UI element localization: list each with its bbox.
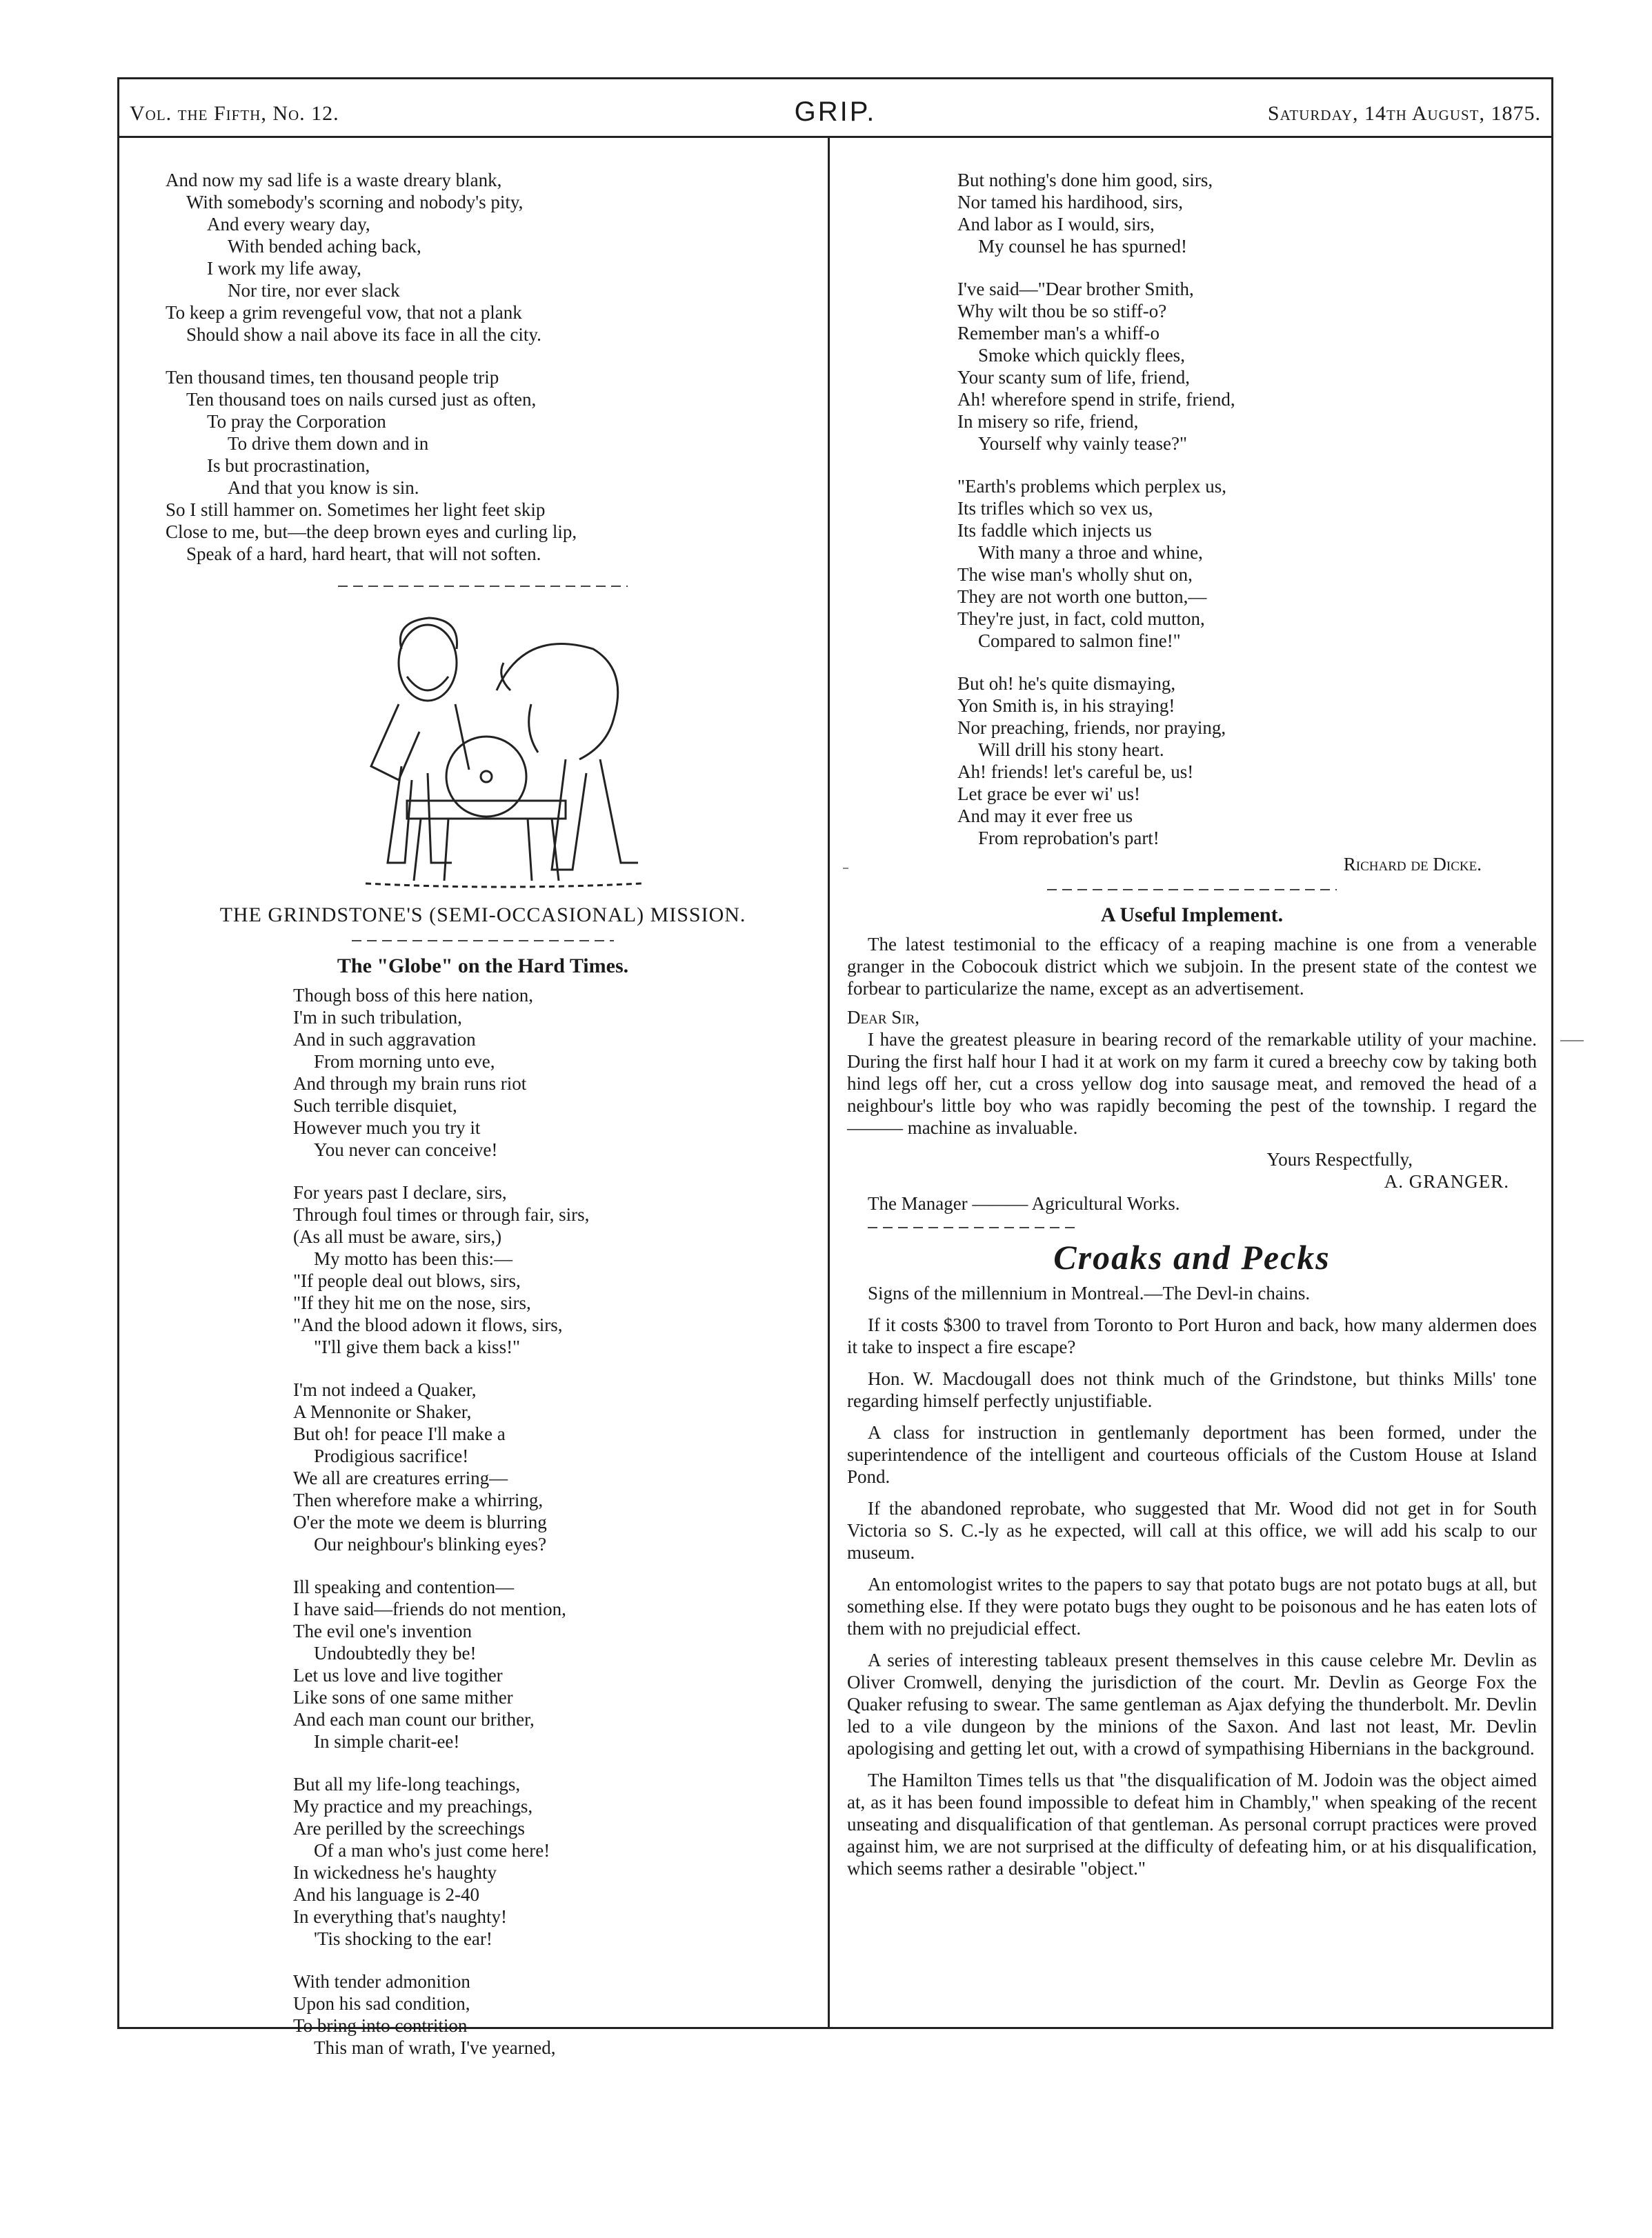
poem-line: My counsel he has spurned!	[978, 236, 1187, 257]
poem-line: Its trifles which so vex us,	[957, 498, 1153, 519]
poem-line: From reprobation's part!	[978, 828, 1160, 848]
poem-line: With somebody's scorning and nobody's pity,	[186, 192, 524, 212]
poem-line: The evil one's invention	[293, 1621, 472, 1641]
poem-line: And now my sad life is a waste dreary blank,	[166, 170, 502, 190]
poem-stanza	[957, 672, 1537, 849]
globe-poem	[166, 984, 800, 2059]
poem-stanza	[293, 984, 800, 1161]
poem-line: Will drill his stony heart.	[978, 739, 1164, 760]
section-divider	[338, 586, 628, 587]
poem-line: And his language is 2-40	[293, 1884, 479, 1905]
poem-line: For years past I declare, sirs,	[293, 1182, 507, 1203]
poem-line: And through my brain runs riot	[293, 1073, 527, 1094]
poem-stanza	[293, 1773, 800, 1950]
poem-line: My practice and my preachings,	[293, 1796, 533, 1817]
poem-line: Ill speaking and contention—	[293, 1577, 515, 1597]
poem-stanza	[293, 1970, 800, 2059]
section-title: Croaks and Pecks	[1053, 1238, 1331, 1277]
poem-line: "I'll give them back a kiss!"	[314, 1337, 521, 1357]
poem-stanza	[293, 1379, 800, 1555]
poem-line: With many a throe and whine,	[978, 542, 1203, 563]
section-divider	[1047, 889, 1337, 890]
cartoon-caption: THE GRINDSTONE'S (SEMI-OCCASIONAL) MISSION.	[219, 903, 746, 926]
poem-line: My motto has been this:—	[314, 1248, 512, 1269]
poem-line: Though boss of this here nation,	[293, 985, 533, 1006]
poem-line: Ten thousand times, ten thousand people trip	[166, 367, 499, 388]
letter-address: The Manager ——— Agricultural Works.	[868, 1193, 1180, 1214]
poem-line: "If people deal out blows, sirs,	[293, 1270, 521, 1291]
poem-line: And in such aggravation	[293, 1029, 476, 1050]
letter-signature: A. GRANGER.	[1384, 1171, 1509, 1192]
croak-item: A series of interesting tableaux present themselves in this cause celebre Mr. Devlin as Oliver Cromwell, denying the jurisdiction of the court. Mr. Devlin as George Fox the Quaker refusing to swear. The same gentleman as Ajax defying the thunderbolt. Mr. Devlin led to a vile dungeon by the minions of the Saxon. And last not least, Mr. Devlin apologising and getting let out, with a crowd of sympathising Hibernians in the background.	[847, 1650, 1537, 1759]
poem-line: O'er the mote we deem is blurring	[293, 1512, 547, 1532]
poem-line: "Earth's problems which perplex us,	[957, 476, 1227, 497]
poem-line: With bended aching back,	[228, 236, 421, 257]
croak-item: A class for instruction in gentlemanly deportment has been formed, under the superintendence of the intelligent and courteous officials of the Custom House at Island Pond.	[847, 1422, 1537, 1487]
poem-line: Nor tamed his hardihood, sirs,	[957, 192, 1183, 212]
poem-line: I work my life away,	[207, 258, 361, 279]
poem-line: I have said—friends do not mention,	[293, 1599, 566, 1619]
poem-line: Then wherefore make a whirring,	[293, 1490, 544, 1510]
section-divider	[868, 1227, 1075, 1228]
poem-stanza	[957, 169, 1537, 257]
poem-line: Its faddle which injects us	[957, 520, 1152, 541]
masthead	[117, 77, 1553, 138]
column-divider	[828, 138, 830, 2029]
poem-line: We all are creatures erring—	[293, 1468, 508, 1488]
poem-line: Compared to salmon fine!"	[978, 630, 1181, 651]
right-column	[847, 169, 1537, 1889]
poem-stanza	[957, 278, 1537, 454]
poem-line: But oh! he's quite dismaying,	[957, 673, 1176, 694]
poem-line: Nor tire, nor ever slack	[228, 280, 400, 301]
poem-line: Undoubtedly they be!	[314, 1643, 477, 1663]
poem-line: Remember man's a whiff-o	[957, 323, 1160, 343]
left-column	[166, 169, 800, 2079]
issue-date: Saturday, 14th August, 1875.	[1267, 102, 1541, 125]
poem-line: Speak of a hard, hard heart, that will not soften.	[186, 543, 541, 564]
letter-closing: Yours Respectfully,	[1266, 1149, 1413, 1170]
poem-line: However much you try it	[293, 1117, 481, 1138]
poem-line: Nor preaching, friends, nor praying,	[957, 717, 1226, 738]
poem-line: Like sons of one same mither	[293, 1687, 513, 1708]
poem-line: I'm not indeed a Quaker,	[293, 1379, 477, 1400]
poem-line: To keep a grim revengeful vow, that not a plank	[166, 302, 522, 323]
poem-line: A Mennonite or Shaker,	[293, 1401, 472, 1422]
poem-line: And that you know is sin.	[228, 477, 419, 498]
poem-line: Upon his sad condition,	[293, 1993, 470, 2014]
poem-line: In everything that's naughty!	[293, 1906, 508, 1927]
poem-line: (As all must be aware, sirs,)	[293, 1226, 502, 1247]
volume-number: Vol. the Fifth, No. 12.	[130, 102, 339, 125]
croak-item: If it costs $300 to travel from Toronto to Port Huron and back, how many aldermen does it take to inspect a fire escape?	[847, 1315, 1537, 1357]
poem-line: And each man count our brither,	[293, 1709, 535, 1730]
poem-line: Are perilled by the screechings	[293, 1818, 525, 1839]
croak-item: The Hamilton Times tells us that "the disqualification of M. Jodoin was the object aimed at, as it has been found impossible to defeat him in Chambly," when speaking of the recent unseating and disqualification of that gentleman. As personal corrupt practices were proved against him, we are not surprised at the difficulty of defeating him, or at his disqualification, which seems rather a desirable "object."	[847, 1770, 1537, 1879]
poem-stanza	[293, 1576, 800, 1752]
poem-line: To bring into contrition	[293, 2015, 468, 2036]
poem-line: But oh! for peace I'll make a	[293, 1423, 506, 1444]
poem-line: Ah! friends! let's careful be, us!	[957, 761, 1194, 782]
poem-line: I'm in such tribulation,	[293, 1007, 462, 1028]
poem-line: Why wilt thou be so stiff-o?	[957, 301, 1167, 321]
poem-line: Our neighbour's blinking eyes?	[314, 1534, 547, 1555]
poem-line: Ah! wherefore spend in strife, friend,	[957, 389, 1235, 410]
poem-line: Through foul times or through fair, sirs,	[293, 1204, 590, 1225]
stray-mark	[843, 868, 848, 869]
poem-line: The wise man's wholly shut on,	[957, 564, 1193, 585]
poem-line: In simple charit-ee!	[314, 1731, 460, 1752]
stray-mark	[1560, 1040, 1584, 1041]
poem-line: Is but procrastination,	[207, 455, 370, 476]
poem-line: Close to me, but—the deep brown eyes and curling lip,	[166, 521, 577, 542]
poem-line: "And the blood adown it flows, sirs,	[293, 1315, 563, 1335]
poem-line: Your scanty sum of life, friend,	[957, 367, 1190, 388]
poem-stanza	[166, 169, 800, 346]
poem-line: And every weary day,	[207, 214, 370, 234]
croak-item: Hon. W. Macdougall does not think much of the Grindstone, but thinks Mills' tone regarding himself perfectly unjustifiable.	[847, 1368, 1537, 1411]
poem-line: They're just, in fact, cold mutton,	[957, 608, 1205, 629]
poem-line: Yon Smith is, in his straying!	[957, 695, 1175, 716]
newspaper-title: GRIP.	[794, 97, 877, 127]
poem-line: And may it ever free us	[957, 806, 1133, 826]
poem-line: Let us love and live togither	[293, 1665, 503, 1686]
poem-line: To drive them down and in	[228, 433, 429, 454]
poem-line: Yourself why vainly tease?"	[978, 433, 1187, 454]
poem-line: With tender admonition	[293, 1971, 470, 1992]
article-paragraph: The latest testimonial to the efficacy of a reaping machine is one from a venerable granger in the Cobocouk district which we subjoin. In the present state of the contest we forbear to particularize the name, except as an advertisement.	[847, 934, 1537, 999]
poem-line: Should show a nail above its face in all the city.	[186, 324, 541, 345]
article-title: The "Globe" on the Hard Times.	[337, 955, 629, 977]
section-divider	[352, 940, 614, 941]
letter-salutation: Dear Sir,	[847, 1007, 920, 1028]
poem-line: Smoke which quickly flees,	[978, 345, 1185, 366]
poem-stanza	[957, 475, 1537, 652]
poem-line: In wickedness he's haughty	[293, 1862, 497, 1883]
poem-line: Prodigious sacrifice!	[314, 1446, 469, 1466]
croak-item: Signs of the millennium in Montreal.—The Devl-in chains.	[868, 1283, 1311, 1303]
letter-body: I have the greatest pleasure in bearing record of the remarkable utility of your machine. During the first half hour I had it at work on my farm it cured a breechy cow by taking both hind legs off her, cut a cross yellow dog into sausage meat, and removed the head of a neighbour's little boy who was rapidly becoming the pest of the township. I regard the ——— machine as invaluable.	[847, 1029, 1537, 1138]
poem-line: So I still hammer on. Sometimes her light feet skip	[166, 499, 546, 520]
poem-line: Let grace be ever wi' us!	[957, 783, 1140, 804]
poem-line: They are not worth one button,—	[957, 586, 1207, 607]
poem-line: Ten thousand toes on nails cursed just as often,	[186, 389, 537, 410]
poem-line: You never can conceive!	[314, 1139, 498, 1160]
poem-line: Of a man who's just come here!	[314, 1840, 550, 1861]
poem-line: Such terrible disquiet,	[293, 1095, 457, 1116]
poem-line: From morning unto eve,	[314, 1051, 495, 1072]
poem-stanza	[293, 1181, 800, 1358]
croak-item: If the abandoned reprobate, who suggested that Mr. Wood did not get in for South Victoria so S. C.-ly as he expected, will call at this office, we will add his scalp to our museum.	[847, 1498, 1537, 1563]
croaks-list	[847, 1282, 1537, 1879]
croak-item: An entomologist writes to the papers to say that potato bugs are not potato bugs at all, but something else. If they were potato bugs they ought to be poisonous and he has eaten lots of them with no prejudicial effect.	[847, 1574, 1537, 1639]
poem-line: I've said—"Dear brother Smith,	[957, 279, 1194, 299]
poem-stanza	[166, 366, 800, 565]
poem-signature: Richard de Dicke.	[1343, 854, 1482, 875]
poem-line: This man of wrath, I've yearned,	[314, 2037, 556, 2058]
poem-line: In misery so rife, friend,	[957, 411, 1139, 432]
article-title: A Useful Implement.	[1100, 903, 1284, 926]
poem-line: And labor as I would, sirs,	[957, 214, 1155, 234]
grindstone-cartoon-illustration	[324, 601, 641, 897]
poem-line: But all my life-long teachings,	[293, 1774, 521, 1795]
poem-line: 'Tis shocking to the ear!	[314, 1928, 492, 1949]
poem-line: To pray the Corporation	[207, 411, 386, 432]
poem-line: "If they hit me on the nose, sirs,	[293, 1292, 531, 1313]
continued-poem	[847, 169, 1537, 849]
poem-line: But nothing's done him good, sirs,	[957, 170, 1213, 190]
